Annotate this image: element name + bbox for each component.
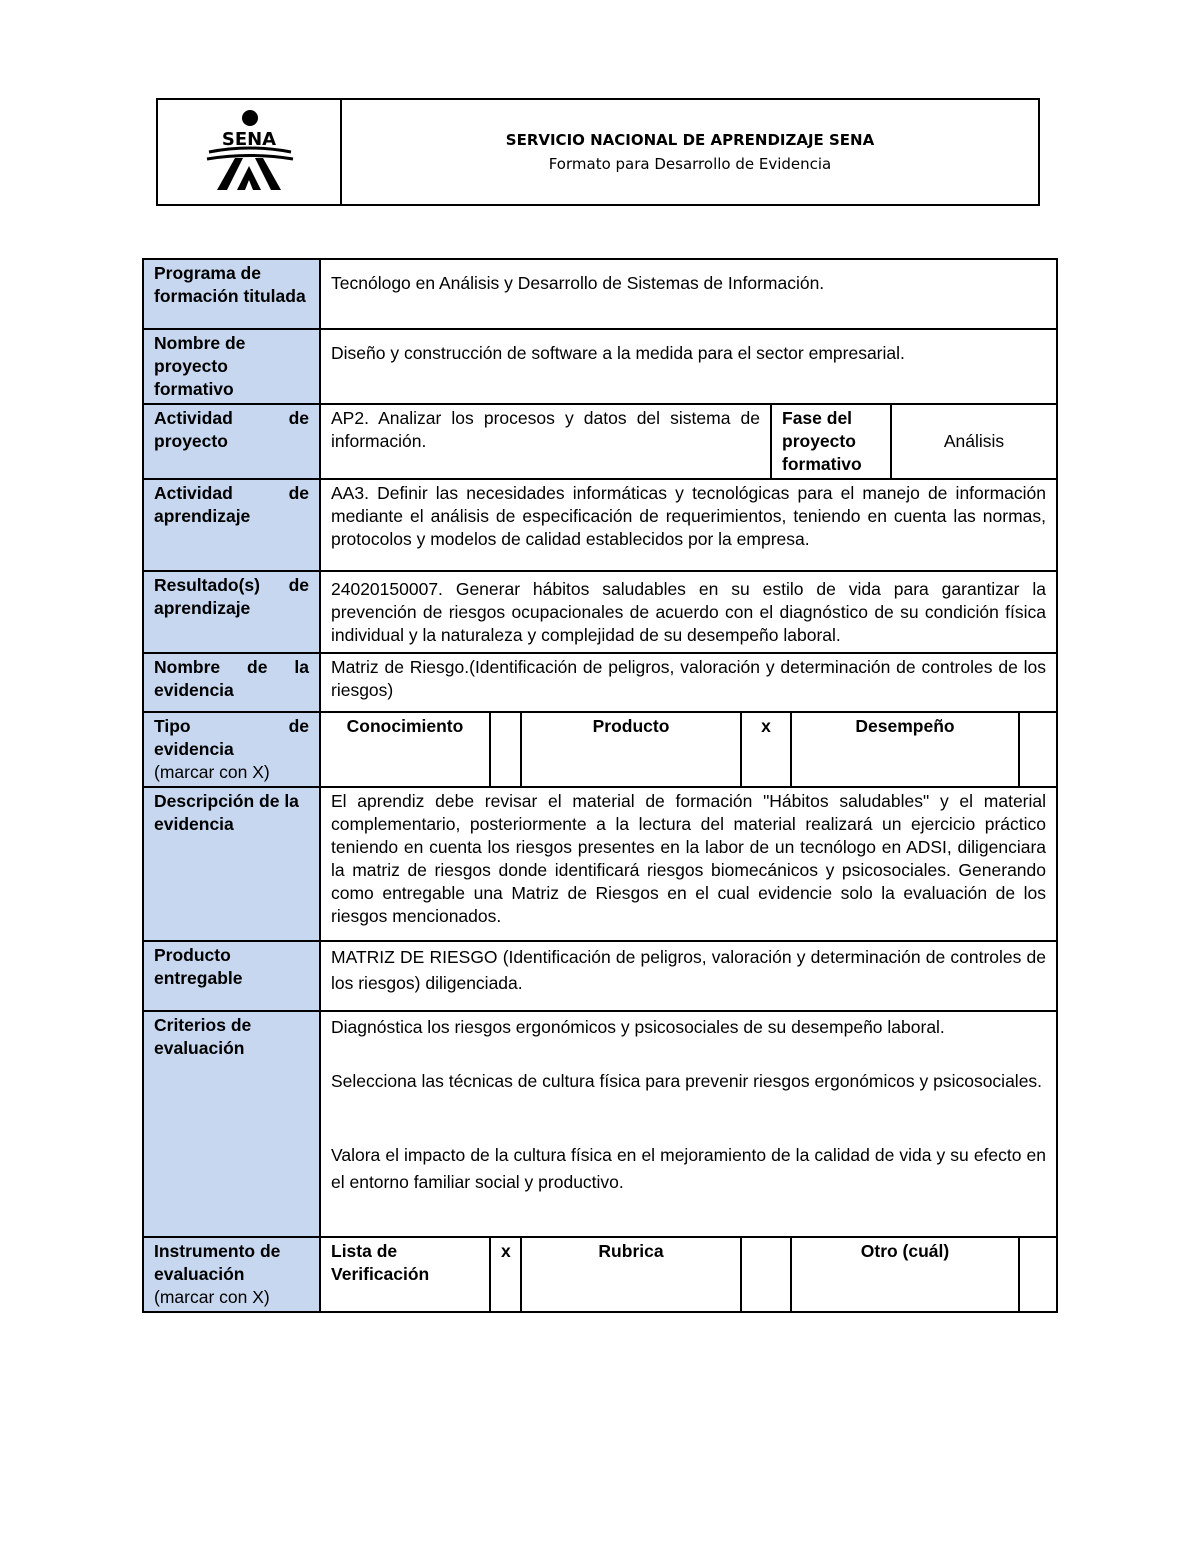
mark-lista-verificacion[interactable]: x	[490, 1237, 521, 1312]
criterio-item: Selecciona las técnicas de cultura física para prevenir riesgos ergonómicos y psicosociales.	[331, 1071, 1043, 1091]
label-resultado: Resultado(s) de aprendizaje	[143, 571, 320, 653]
label-instrumento: Instrumento de evaluación (marcar con X)	[143, 1237, 320, 1312]
option-producto: Producto	[521, 712, 741, 787]
svg-text:SENA: SENA	[221, 129, 277, 150]
row-instrumento	[143, 1237, 1057, 1312]
option-rubrica: Rubrica	[521, 1237, 741, 1312]
value-resultado: 24020150007. Generar hábitos saludables en su estilo de vida para garantizar la prevención de riesgos ocupacionales de acuerdo con el diagnóstico de su condición física individual y la naturaleza y complejidad de su desempeño laboral.	[320, 571, 1057, 653]
evidence-table	[142, 258, 1058, 1313]
row-resultado	[143, 571, 1057, 653]
mark-desempeno[interactable]	[1019, 712, 1057, 787]
label-fase: Fase del proyecto formativo	[771, 405, 891, 478]
row-descripcion	[143, 787, 1057, 941]
row-actividad-proyecto	[143, 404, 1057, 479]
row-actividad-aprendizaje	[143, 479, 1057, 571]
value-producto: MATRIZ DE RIESGO (Identificación de peligros, valoración y determinación de controles de los riesgos) diligenciada.	[320, 941, 1057, 1011]
row-tipo-evidencia	[143, 712, 1057, 787]
mark-conocimiento[interactable]	[490, 712, 521, 787]
institution-title: SERVICIO NACIONAL DE APRENDIZAJE SENA	[505, 131, 875, 149]
value-programa: Tecnólogo en Análisis y Desarrollo de Sistemas de Información.	[320, 259, 1057, 329]
value-proyecto: Diseño y construcción de software a la medida para el sector empresarial.	[320, 329, 1057, 404]
row-proyecto	[143, 329, 1057, 404]
label-actividad-aprendizaje: Actividad de aprendizaje	[143, 479, 320, 571]
row-programa	[143, 259, 1057, 329]
mark-producto[interactable]: x	[741, 712, 791, 787]
value-nombre-evidencia: Matriz de Riesgo.(Identificación de peligros, valoración y determinación de controles de los riesgos)	[320, 653, 1057, 712]
label-programa: Programa de formación titulada	[143, 259, 320, 329]
label-tipo-evidencia: Tipo de evidencia (marcar con X)	[143, 712, 320, 787]
option-otro: Otro (cuál)	[791, 1237, 1019, 1312]
document-header	[156, 98, 1040, 206]
label-criterios: Criterios de evaluación	[143, 1011, 320, 1237]
mark-rubrica[interactable]	[741, 1237, 791, 1312]
option-lista-verificacion: Lista de Verificación	[320, 1237, 490, 1312]
criterio-item: Valora el impacto de la cultura física en el mejoramiento de la calidad de vida y su efecto en el entorno familiar social y productivo.	[331, 1145, 1047, 1192]
label-nombre-evidencia: Nombre de la evidencia	[143, 653, 320, 712]
row-criterios	[143, 1011, 1057, 1237]
row-producto	[143, 941, 1057, 1011]
sena-logo-icon	[201, 108, 297, 196]
sena-logo	[158, 100, 342, 204]
label-producto: Producto entregable	[143, 941, 320, 1011]
option-conocimiento: Conocimiento	[320, 712, 490, 787]
option-desempeno: Desempeño	[791, 712, 1019, 787]
criterio-item: Diagnóstica los riesgos ergonómicos y psicosociales de su desempeño laboral.	[331, 1017, 945, 1037]
label-descripcion: Descripción de la evidencia	[143, 787, 320, 941]
label-proyecto: Nombre de proyecto formativo	[143, 329, 320, 404]
value-actividad-proyecto: AP2. Analizar los procesos y datos del sistema de información.	[321, 405, 771, 478]
value-fase: Análisis	[943, 431, 1005, 451]
format-subtitle: Formato para Desarrollo de Evidencia	[548, 155, 832, 173]
row-nombre-evidencia	[143, 653, 1057, 712]
value-criterios	[320, 1011, 1057, 1237]
value-actividad-aprendizaje: AA3. Definir las necesidades informáticas y tecnológicas para el manejo de información mediante el análisis de especificación de requerimientos, teniendo en cuenta las normas, protocolos y modelos de calidad establecidos por la empresa.	[320, 479, 1057, 571]
mark-otro[interactable]	[1019, 1237, 1057, 1312]
value-descripcion: El aprendiz debe revisar el material de formación "Hábitos saludables" y el material complementario, posteriormente a la lectura del material realizará un ejercicio práctico teniendo en cuenta los riesgos presentes en la labor de un tecnólogo en ADSI, diligenciara la matriz de riesgos donde identificará riesgos biomecánicos y psicosociales. Generando como entregable una Matriz de Riesgos en el cual evidencie solo la evaluación de los riesgos mencionados.	[320, 787, 1057, 941]
label-actividad-proyecto: Actividad de proyecto	[143, 404, 320, 479]
